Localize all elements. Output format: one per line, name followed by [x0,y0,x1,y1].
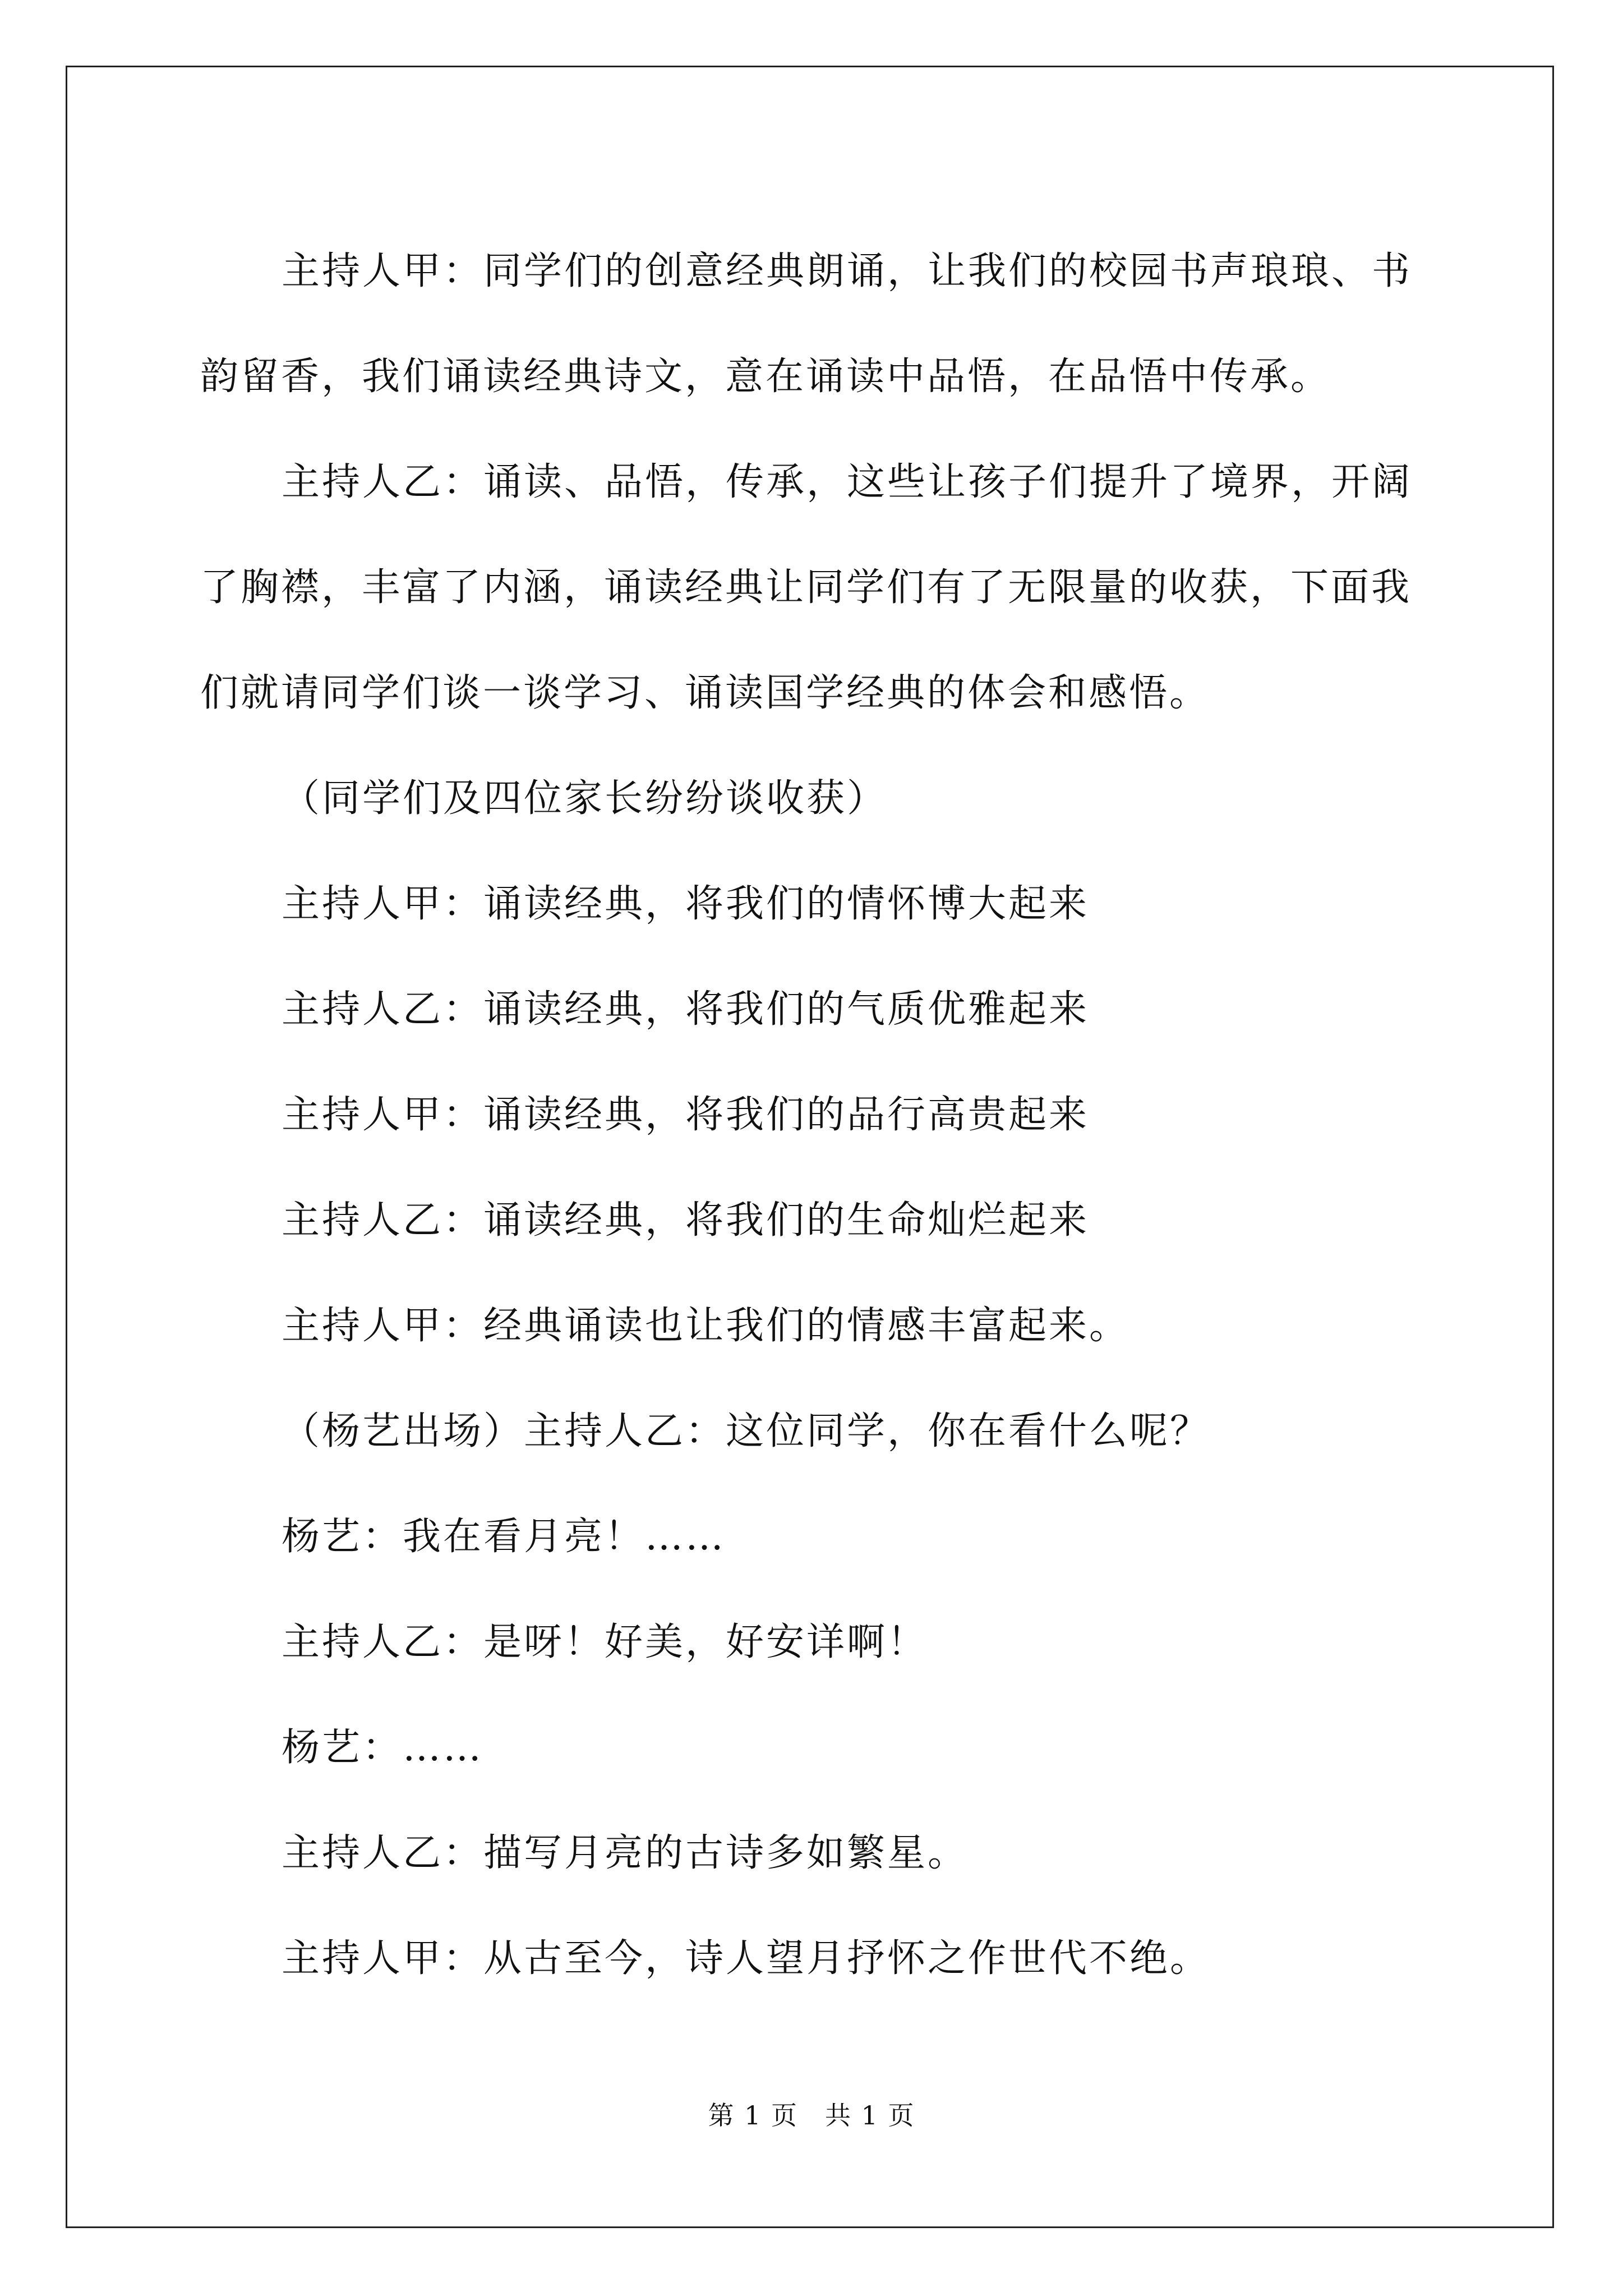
paragraph-13: 主持人乙：描写月亮的古诗多如繁星。 [282,1831,969,1875]
paragraph-2: 主持人乙：诵读、品悟，传承，这些让孩子们提升了境界，开阔了胸襟，丰富了内涵，诵读经典让同学们有了无限量的收获，下面我们就请同学们谈一谈学习、诵读国学经典的体会和感悟。 [200,460,1413,715]
page-number-footer: 第 1 页 共 1 页 [708,2100,915,2131]
paragraph-14: 主持人甲：从古至今，诗人望月抒怀之作世代不绝。 [282,1936,1211,1981]
paragraph-9: （杨艺出场）主持人乙：这位同学，你在看什么呢？ [282,1409,1211,1453]
paragraph-7: 主持人乙：诵读经典，将我们的生命灿烂起来 [282,1198,1090,1243]
paragraph-3: （同学们及四位家长纷纷谈收获） [282,776,888,821]
paragraph-6: 主持人甲：诵读经典，将我们的品行高贵起来 [282,1093,1090,1137]
document-body [200,219,1434,2012]
paragraph-4: 主持人甲：诵读经典，将我们的情怀博大起来 [282,882,1090,926]
paragraph-5: 主持人乙：诵读经典，将我们的气质优雅起来 [282,987,1090,1032]
paragraph-8: 主持人甲：经典诵读也让我们的情感丰富起来。 [282,1304,1130,1348]
paragraph-11: 主持人乙：是呀！好美，好安详啊！ [282,1620,928,1664]
paragraph-1: 主持人甲：同学们的创意经典朗诵，让我们的校园书声琅琅、书韵留香，我们诵读经典诗文，意在诵读中品悟，在品悟中传承。 [200,249,1413,399]
paragraph-10: 杨艺：我在看月亮！…… [282,1515,726,1559]
paragraph-12: 杨艺：…… [282,1726,484,1770]
